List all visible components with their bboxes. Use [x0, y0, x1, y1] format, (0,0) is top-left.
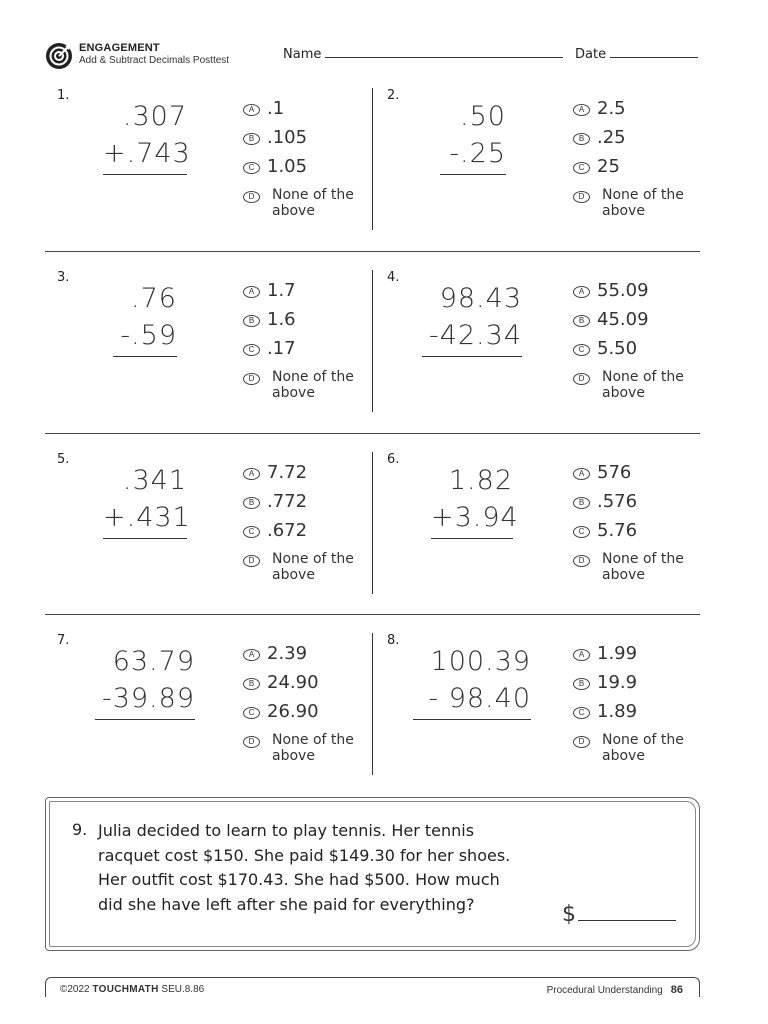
date-input-line[interactable]: [610, 46, 698, 58]
choice-d[interactable]: [243, 730, 368, 764]
bubble-d[interactable]: D: [573, 373, 590, 385]
choice-b[interactable]: [573, 672, 698, 701]
choice-text: 2.5: [597, 98, 626, 119]
problem-number: 5.: [57, 452, 70, 467]
touchmath-logo: TOUCHMATH: [92, 984, 159, 995]
bubble-b[interactable]: B: [243, 678, 260, 690]
bubble-a[interactable]: A: [573, 104, 590, 116]
choice-text: 24.90: [267, 672, 319, 693]
operand-top: 98.43: [439, 283, 522, 314]
choice-d[interactable]: [243, 185, 368, 219]
engagement-logo-icon: [45, 42, 73, 70]
bubble-c[interactable]: C: [243, 707, 260, 719]
arithmetic: [413, 643, 531, 720]
brand-subtitle: Add & Subtract Decimals Posttest: [79, 55, 230, 66]
choice-text: 26.90: [267, 701, 319, 722]
problem-4: [375, 270, 702, 452]
choice-a[interactable]: [243, 280, 368, 309]
choice-text: 19.9: [597, 672, 638, 693]
choice-text: None of the above: [272, 732, 354, 764]
choice-b[interactable]: [243, 491, 368, 520]
choice-d[interactable]: [573, 185, 698, 219]
sum-line: [103, 538, 187, 539]
name-input-line[interactable]: [325, 46, 563, 58]
choice-text: .25: [597, 127, 626, 148]
choice-text: 45.09: [597, 309, 649, 330]
bubble-a[interactable]: A: [243, 649, 260, 661]
choice-text: None of the above: [272, 369, 354, 401]
operand-top: .50: [460, 101, 506, 132]
operand-bottom: -39.89: [101, 683, 195, 714]
difference-line: [113, 356, 177, 357]
choice-text: 1.99: [597, 643, 638, 664]
choice-a[interactable]: [243, 643, 368, 672]
problem-number: 3.: [57, 270, 70, 285]
choice-text: 2.39: [267, 643, 308, 664]
word-problem-number: 9.: [72, 820, 88, 839]
answer-field[interactable]: [562, 902, 676, 927]
page-footer: [45, 977, 700, 997]
problem-7: [45, 633, 372, 815]
footer-copyright: [60, 984, 204, 995]
bubble-b[interactable]: B: [243, 497, 260, 509]
problem-number: 8.: [387, 633, 400, 648]
operand-top: 63.79: [112, 646, 195, 677]
name-label: Name: [283, 47, 322, 62]
arithmetic: [95, 643, 195, 720]
column-divider: [372, 88, 373, 230]
sum-line: [440, 174, 506, 175]
arithmetic: [422, 280, 522, 357]
problem-number: 2.: [387, 88, 400, 103]
date-label: Date: [575, 47, 607, 62]
bubble-b[interactable]: B: [243, 315, 260, 327]
bubble-b[interactable]: B: [573, 678, 590, 690]
operand-bottom: +3.94: [431, 502, 519, 533]
arithmetic: [431, 462, 519, 539]
choice-text: .1: [267, 98, 285, 119]
bubble-a[interactable]: A: [243, 468, 260, 480]
word-problem-text: Julia decided to learn to play tennis. Her tennis racquet cost $150. She paid $149.30 for her shoes. Her outfit cost $170.43. She had $500. How much did she have left after she paid for everything?: [98, 821, 511, 914]
choice-text: 55.09: [597, 280, 649, 301]
answer-choices: [243, 462, 368, 583]
bubble-c[interactable]: C: [243, 344, 260, 356]
problem-1: [45, 88, 372, 270]
choice-c[interactable]: [573, 338, 698, 367]
problem-row-2: [45, 270, 700, 452]
answer-choices: [573, 98, 698, 219]
choice-text: None of the above: [602, 732, 684, 764]
choice-c[interactable]: [573, 701, 698, 730]
choice-text: None of the above: [602, 369, 684, 401]
bubble-c[interactable]: C: [573, 344, 590, 356]
word-problem-box: [45, 797, 700, 951]
choice-a[interactable]: [573, 98, 698, 127]
answer-input-line[interactable]: [578, 903, 676, 921]
choice-text: .105: [267, 127, 308, 148]
answer-choices: [573, 462, 698, 583]
problem-8: [375, 633, 702, 815]
answer-choices: [573, 643, 698, 764]
bubble-b[interactable]: B: [573, 133, 590, 145]
bubble-d[interactable]: D: [243, 736, 260, 748]
bubble-d[interactable]: D: [573, 555, 590, 567]
choice-d[interactable]: [573, 549, 698, 583]
problem-2: [375, 88, 702, 270]
bubble-b[interactable]: B: [243, 133, 260, 145]
section-name: Procedural Understanding: [546, 985, 663, 996]
row-divider: [45, 433, 700, 434]
bubble-d[interactable]: D: [243, 555, 260, 567]
difference-line: [422, 356, 522, 357]
operand-top: .341: [122, 465, 187, 496]
choice-c[interactable]: [243, 156, 368, 185]
brand-title: ENGAGEMENT: [79, 42, 160, 54]
choice-a[interactable]: [573, 280, 698, 309]
answer-choices: [243, 643, 368, 764]
choice-c[interactable]: [573, 156, 698, 185]
choice-b[interactable]: [573, 127, 698, 156]
problem-number: 1.: [57, 88, 70, 103]
choice-b[interactable]: [573, 309, 698, 338]
choice-text: 1.05: [267, 156, 308, 177]
arithmetic: [440, 98, 506, 175]
choice-a[interactable]: [573, 462, 698, 491]
bubble-a[interactable]: A: [243, 286, 260, 298]
answer-choices: [243, 280, 368, 401]
operand-top: 100.39: [430, 646, 531, 677]
choice-text: 25: [597, 156, 620, 177]
name-field[interactable]: [283, 46, 563, 62]
operand-top: .307: [122, 101, 187, 132]
problem-6: [375, 452, 702, 634]
problem-number: 4.: [387, 270, 400, 285]
choice-a[interactable]: [573, 643, 698, 672]
column-divider: [372, 633, 373, 775]
sum-line: [103, 174, 187, 175]
choice-text: None of the above: [272, 187, 354, 219]
problem-number: 6.: [387, 452, 400, 467]
choice-text: 1.6: [267, 309, 296, 330]
choice-text: None of the above: [602, 187, 684, 219]
row-divider: [45, 251, 700, 252]
bubble-d[interactable]: D: [243, 373, 260, 385]
operand-bottom: +.431: [103, 502, 191, 533]
date-field[interactable]: [575, 46, 698, 62]
column-divider: [372, 270, 373, 412]
word-problem-inner: [49, 801, 696, 947]
choice-text: 7.72: [267, 462, 308, 483]
choice-c[interactable]: [243, 338, 368, 367]
problem-row-3: [45, 452, 700, 634]
bubble-d[interactable]: D: [573, 191, 590, 203]
bubble-c[interactable]: C: [243, 526, 260, 538]
operand-bottom: +.743: [103, 138, 191, 169]
choice-text: 1.7: [267, 280, 296, 301]
bubble-a[interactable]: A: [573, 649, 590, 661]
choice-d[interactable]: [243, 367, 368, 401]
operand-bottom: -42.34: [428, 320, 522, 351]
item-code: SEU.8.86: [161, 984, 205, 995]
problem-row-4: [45, 633, 700, 815]
problem-number: 7.: [57, 633, 70, 648]
choice-text: None of the above: [602, 551, 684, 583]
choice-text: .576: [597, 491, 638, 512]
operand-bottom: -.59: [120, 320, 177, 351]
choice-text: 1.89: [597, 701, 638, 722]
choice-a[interactable]: [243, 462, 368, 491]
choice-b[interactable]: [573, 491, 698, 520]
bubble-c[interactable]: C: [573, 162, 590, 174]
choice-text: .772: [267, 491, 308, 512]
choice-c[interactable]: [243, 520, 368, 549]
bubble-d[interactable]: D: [573, 736, 590, 748]
problem-5: [45, 452, 372, 634]
choice-c[interactable]: [243, 701, 368, 730]
bubble-a[interactable]: A: [573, 468, 590, 480]
choice-text: .17: [267, 338, 296, 359]
choice-b[interactable]: [243, 672, 368, 701]
problem-3: [45, 270, 372, 452]
arithmetic: [103, 98, 191, 175]
bubble-c[interactable]: C: [573, 707, 590, 719]
bubble-a[interactable]: A: [573, 286, 590, 298]
bubble-b[interactable]: B: [573, 315, 590, 327]
worksheet-header: [45, 40, 705, 72]
operand-bottom: - 98.40: [428, 683, 531, 714]
difference-line: [95, 719, 195, 720]
choice-text: .672: [267, 520, 308, 541]
choice-a[interactable]: [243, 98, 368, 127]
bubble-d[interactable]: D: [243, 191, 260, 203]
copyright-text: ©2022: [60, 984, 90, 995]
bubble-b[interactable]: B: [573, 497, 590, 509]
sum-line: [431, 538, 513, 539]
row-divider: [45, 614, 700, 615]
choice-c[interactable]: [573, 520, 698, 549]
column-divider: [372, 452, 373, 594]
page-number: 86: [670, 984, 683, 996]
bubble-a[interactable]: A: [243, 104, 260, 116]
bubble-c[interactable]: C: [573, 526, 590, 538]
choice-text: 5.76: [597, 520, 638, 541]
arithmetic: [113, 280, 177, 357]
difference-line: [413, 719, 531, 720]
operand-top: .76: [131, 283, 177, 314]
choice-d[interactable]: [573, 367, 698, 401]
footer-section: [547, 984, 683, 996]
choice-text: None of the above: [272, 551, 354, 583]
operand-top: 1.82: [448, 465, 513, 496]
choice-b[interactable]: [243, 309, 368, 338]
dollar-sign: $: [562, 902, 576, 927]
brand-block: [79, 42, 229, 66]
choice-d[interactable]: [573, 730, 698, 764]
choice-text: 5.50: [597, 338, 638, 359]
choice-b[interactable]: [243, 127, 368, 156]
problem-row-1: [45, 88, 700, 270]
answer-choices: [573, 280, 698, 401]
answer-choices: [243, 98, 368, 219]
choice-text: 576: [597, 462, 632, 483]
choice-d[interactable]: [243, 549, 368, 583]
operand-bottom: -.25: [449, 138, 506, 169]
arithmetic: [103, 462, 191, 539]
bubble-c[interactable]: C: [243, 162, 260, 174]
